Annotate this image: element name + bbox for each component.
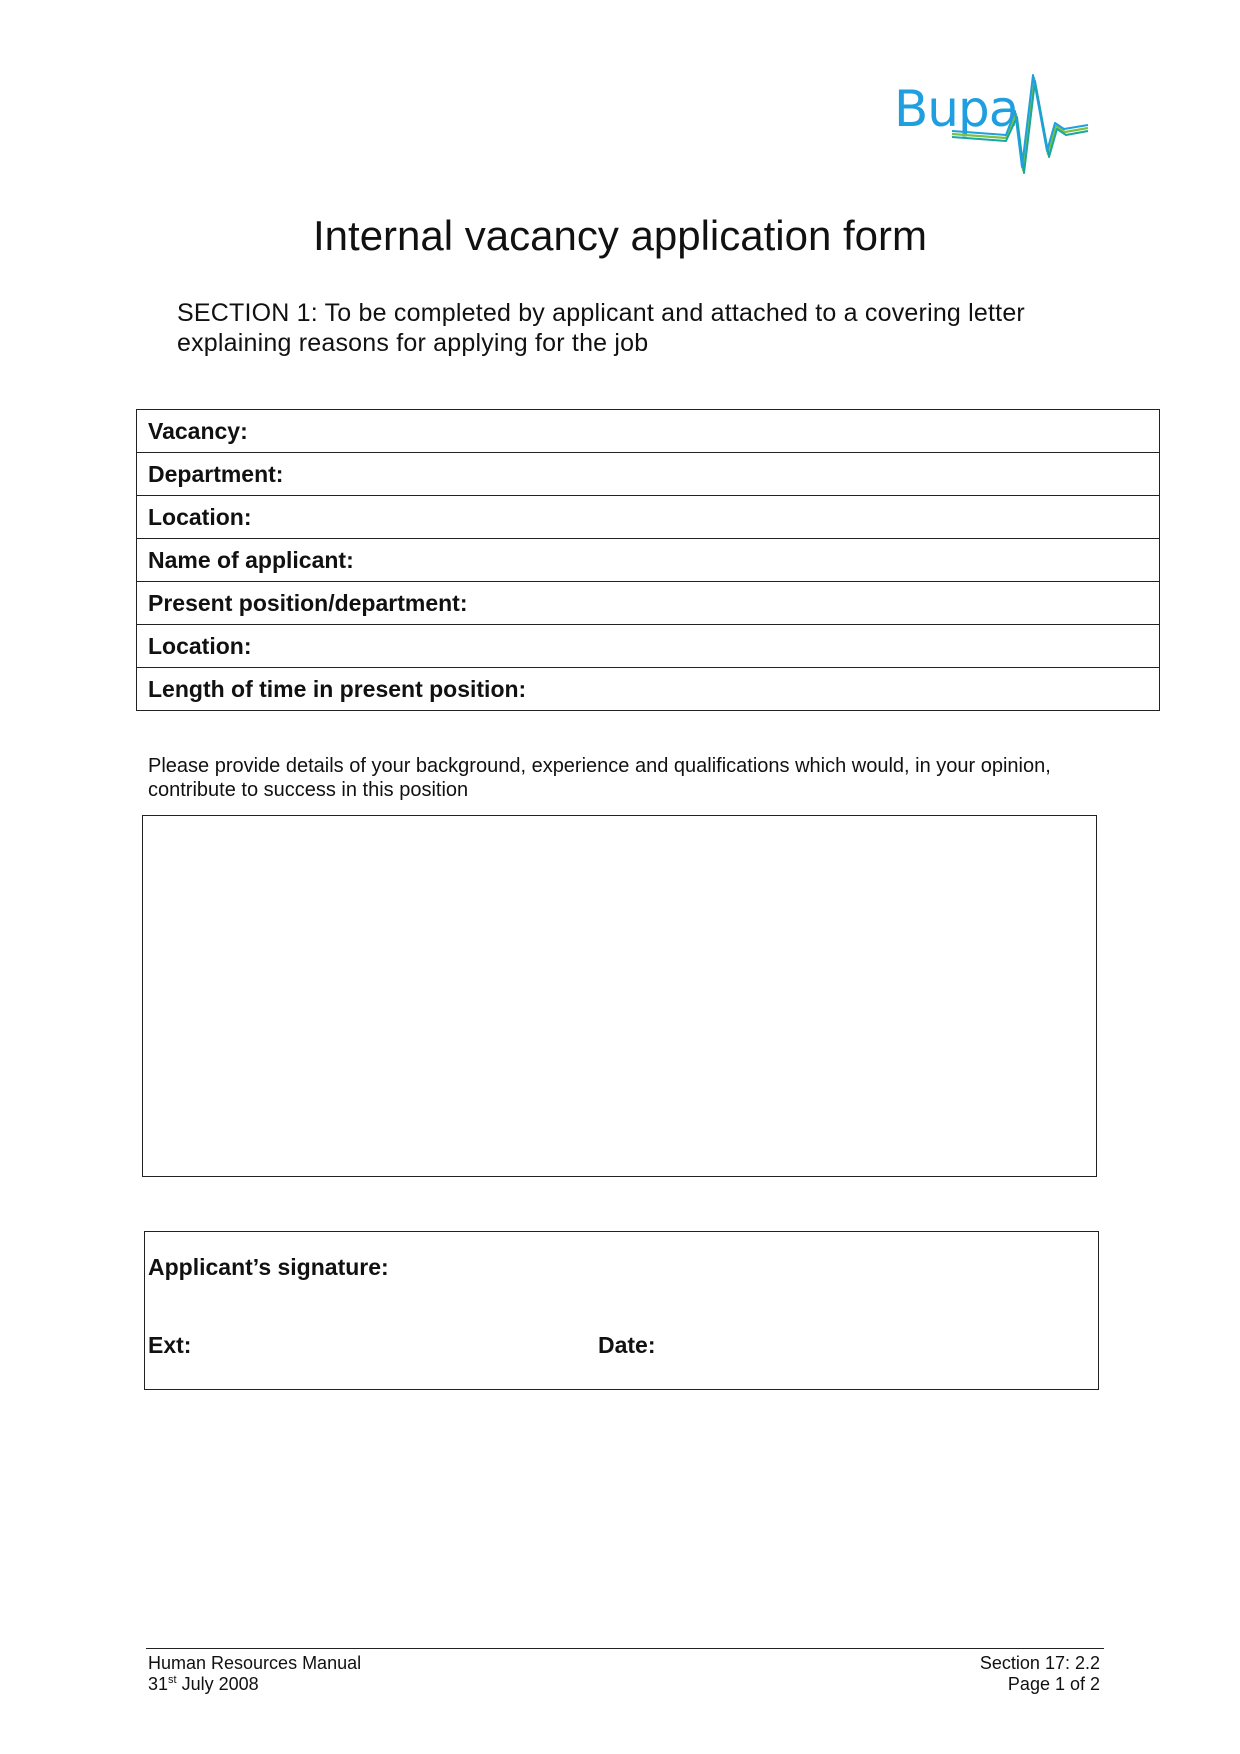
field-row-present-position[interactable] [137,582,1160,625]
field-row-present-location[interactable] [137,625,1160,668]
footer-divider [146,1648,1104,1649]
footer-page-number: Page 1 of 2 [1007,1674,1100,1694]
section-intro-line-2: explaining reasons for applying for the job [177,329,649,357]
footer-right [980,1653,1100,1695]
field-row-name-of-applicant[interactable] [137,539,1160,582]
footer-date-day: 31 [148,1674,169,1694]
field-row-length-of-time[interactable] [137,668,1160,711]
field-label-present-position: Present position/department: [137,582,1160,625]
section-intro [177,298,1077,358]
details-text-area[interactable] [142,815,1097,1177]
field-row-vacancy[interactable] [137,410,1160,453]
footer-manual-name: Human Resources Manual [148,1653,362,1673]
bupa-logo [888,74,1093,178]
footer-date [148,1674,361,1695]
details-prompt-line-2: contribute to success in this position [148,779,469,801]
field-row-location[interactable] [137,496,1160,539]
heartbeat-wave-icon [888,74,1093,178]
signature-block [144,1231,1099,1390]
field-label-location: Location: [137,496,1160,539]
field-row-department[interactable] [137,453,1160,496]
field-label-vacancy: Vacancy: [137,410,1160,453]
footer-date-suffix: st [168,1674,177,1686]
field-label-length-of-time: Length of time in present position: [137,668,1160,711]
applicant-signature-label: Applicant’s signature: [148,1254,389,1280]
form-title: Internal vacancy application form [313,212,927,259]
details-prompt [148,754,1138,802]
field-label-name-of-applicant: Name of applicant: [137,539,1160,582]
field-label-department: Department: [137,453,1160,496]
footer-section-number: Section 17: 2.2 [979,1653,1100,1673]
footer-left [148,1653,361,1695]
details-prompt-line-1: Please provide details of your background, experience and qualifications which would, in your opinion, [148,755,1051,777]
section-intro-line-1: SECTION 1: To be completed by applicant and attached to a covering letter [177,299,1025,327]
ext-label: Ext: [148,1332,192,1358]
applicant-details-table [136,409,1160,711]
field-label-present-location: Location: [137,625,1160,668]
footer-date-rest: July 2008 [176,1674,259,1694]
date-label: Date: [598,1332,656,1358]
logo-text: Bupa [894,80,1019,138]
